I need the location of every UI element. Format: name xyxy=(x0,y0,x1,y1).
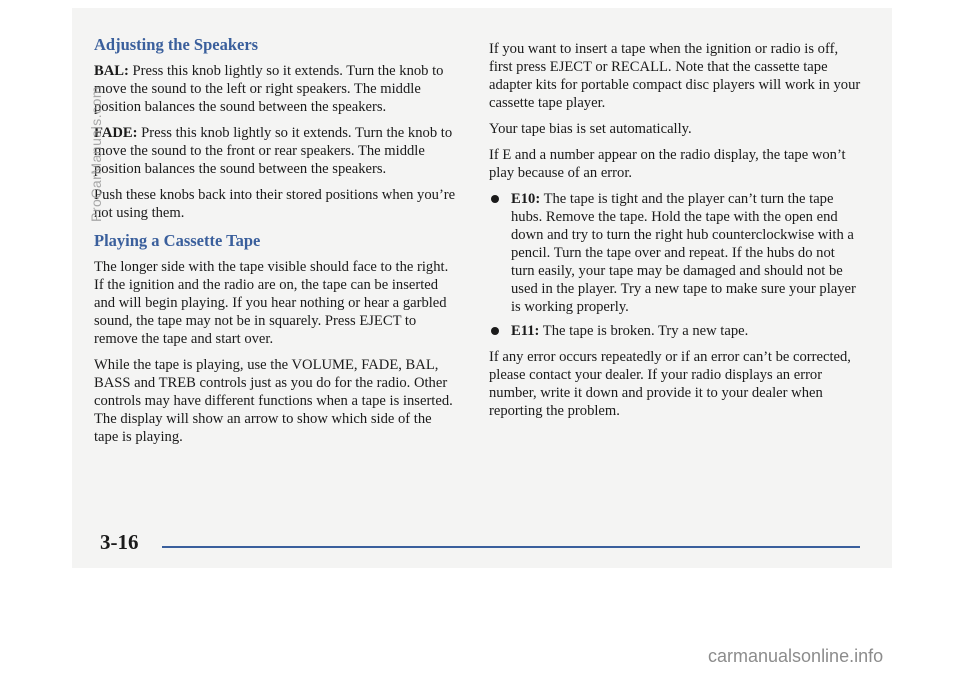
section-title-playing-cassette: Playing a Cassette Tape xyxy=(94,231,261,250)
error-description: The tape is broken. Try a new tape. xyxy=(539,323,749,339)
fade-text: Press this knob lightly so it extends. Turn the knob to move the sound to the front or rear speakers. The middle position balances the sound between the speakers. xyxy=(94,125,453,177)
cassette-paragraph: The longer side with the tape visible should face to the right. If the ignition and the radio are on, the tape can be inserted and will begin playing. If you hear nothing or hear a garbled sound, the tape may not be in squarely. Press EJECT to remove the tape and start over. xyxy=(94,259,449,347)
tape-playing-paragraph: While the tape is playing, use the VOLUME, FADE, BAL, BASS and TREB controls just as you do for the radio. Other controls may have different functions when a tape is inserted. The display will show an arrow to show which side of the tape is playing. xyxy=(94,357,453,445)
site-watermark: carmanualsonline.info xyxy=(708,646,884,666)
error-code-list xyxy=(489,190,861,340)
bullet-icon xyxy=(491,195,499,203)
left-column xyxy=(94,36,458,454)
bal-label: BAL: xyxy=(94,63,129,79)
right-column xyxy=(489,40,861,428)
bal-text: Press this knob lightly so it extends. Turn the knob to move the sound to the left or right speakers. The middle position balances the sound between the speakers. xyxy=(94,63,444,115)
section-title-adjusting-speakers: Adjusting the Speakers xyxy=(94,35,259,54)
manual-page xyxy=(72,8,892,568)
page-footer xyxy=(100,530,860,556)
bal-paragraph xyxy=(94,62,458,116)
fade-paragraph xyxy=(94,124,458,178)
tape-bias-paragraph: Your tape bias is set automatically. xyxy=(489,121,692,137)
error-item-e10 xyxy=(489,190,861,316)
error-intro-paragraph: If E and a number appear on the radio display, the tape won’t play because of an error. xyxy=(489,147,846,181)
fade-label: FADE: xyxy=(94,125,138,141)
error-description: The tape is tight and the player can’t turn the tape hubs. Remove the tape. Hold the tape with the open end down and try to turn the right hub counterclockwise with a pencil. Turn the tape over and repeat. If the hubs do not turn easily, your tape may be damaged and should not be used in the player. Try a new tape to make sure your player is working properly. xyxy=(511,191,856,315)
bullet-icon xyxy=(491,327,499,335)
error-item-e11 xyxy=(489,322,861,340)
insert-tape-paragraph: If you want to insert a tape when the ignition or radio is off, first press EJECT or RECALL. Note that the cassette tape adapter kits for portable compact disc players will work in your cassette tape player. xyxy=(489,41,861,111)
error-code: E11: xyxy=(511,323,540,339)
footer-rule xyxy=(162,546,860,548)
vertical-watermark: ProCarManuals.com xyxy=(88,85,104,222)
push-knobs-paragraph: Push these knobs back into their stored positions when you’re not using them. xyxy=(94,187,456,221)
page-number: 3-16 xyxy=(100,530,139,554)
dealer-paragraph: If any error occurs repeatedly or if an error can’t be corrected, please contact your dealer. If your radio displays an error number, write it down and provide it to your dealer when reporting the problem. xyxy=(489,349,851,419)
error-code: E10: xyxy=(511,191,541,207)
